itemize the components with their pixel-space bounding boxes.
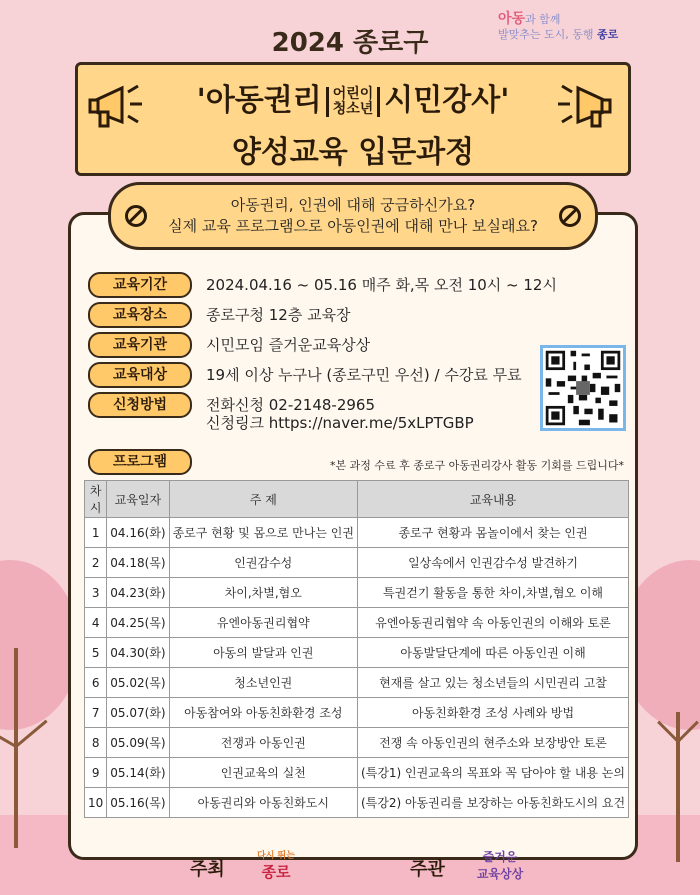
qr-code[interactable]	[540, 345, 626, 431]
bracket-top: 어린이	[332, 85, 374, 102]
host-label: 주최	[190, 859, 225, 880]
table-row	[85, 638, 629, 668]
col-header-content: 교육내용	[357, 481, 628, 518]
apply-phone: 전화신청 02-2148-2965	[206, 396, 375, 414]
organizer-logo-line1: 즐거운	[482, 850, 518, 864]
organizer-logo	[470, 848, 530, 882]
col-header-session: 차시	[85, 481, 107, 518]
date-cell: 04.16(화)	[107, 518, 169, 548]
content-cell: 유엔아동권리협약 속 아동인권의 이해와 토론	[357, 608, 628, 638]
slogan-part1: 아동	[498, 11, 526, 27]
content-cell: 전쟁 속 아동인권의 현주소와 보장방안 토론	[357, 728, 628, 758]
content-cell: (특강2) 아동권리를 보장하는 아동친화도시의 요건	[357, 788, 628, 818]
topic-cell: 차이,차별,혐오	[169, 578, 357, 608]
jongno-logo	[248, 848, 304, 882]
prohibit-icon	[125, 205, 147, 227]
table-row	[85, 578, 629, 608]
topic-cell: 유엔아동권리협약	[169, 608, 357, 638]
slogan-line2: 발맞추는 도시, 동행	[498, 28, 594, 41]
date-cell: 05.09(목)	[107, 728, 169, 758]
slogan-part2: 과 함께	[525, 13, 561, 26]
content-cell: 일상속에서 인권감수성 발견하기	[357, 548, 628, 578]
info-value: 19세 이상 누구나 (종로구민 우선) / 수강료 무료	[206, 366, 522, 384]
session-cell: 3	[85, 578, 107, 608]
table-row	[85, 788, 629, 818]
col-header-date: 교육일자	[107, 481, 169, 518]
prohibit-icon	[559, 205, 581, 227]
info-value: 시민모임 즐거운교육상상	[206, 336, 371, 354]
date-cell: 05.02(목)	[107, 668, 169, 698]
title-box	[75, 62, 631, 176]
table-row	[85, 608, 629, 638]
tree-trunk-right	[676, 712, 680, 862]
date-cell: 05.16(목)	[107, 788, 169, 818]
title-line1	[78, 75, 628, 119]
organizer-logo-line2: 교육상상	[476, 867, 524, 881]
year-heading: 2024 종로구	[271, 28, 429, 58]
session-cell: 1	[85, 518, 107, 548]
topic-cell: 아동권리와 아동친화도시	[169, 788, 357, 818]
title-line2: 양성교육 입문과정	[231, 135, 475, 170]
date-cell: 05.14(화)	[107, 758, 169, 788]
table-row	[85, 728, 629, 758]
col-header-topic: 주 제	[169, 481, 357, 518]
title-line1-after: 시민강사'	[384, 83, 510, 118]
date-cell: 04.23(화)	[107, 578, 169, 608]
content-cell: 특권걷기 활동을 통한 차이,차별,혐오 이해	[357, 578, 628, 608]
info-label: 교육기간	[88, 272, 192, 298]
content-cell: 종로구 현황과 몸놀이에서 찾는 인권	[357, 518, 628, 548]
title-line1-before: '아동권리	[196, 83, 322, 118]
topic-cell: 아동참여와 아동친화환경 조성	[169, 698, 357, 728]
session-cell: 2	[85, 548, 107, 578]
organizer-label: 주관	[410, 859, 445, 880]
date-cell: 04.30(화)	[107, 638, 169, 668]
megaphone-icon-left	[88, 82, 144, 132]
session-cell: 10	[85, 788, 107, 818]
session-cell: 8	[85, 728, 107, 758]
program-note: *본 과정 수료 후 종로구 아동권리강사 활동 기회를 드립니다*	[330, 459, 624, 472]
topic-cell: 인권교육의 실천	[169, 758, 357, 788]
megaphone-icon-right	[556, 82, 612, 132]
content-cell: 아동친화환경 조성 사례와 방법	[357, 698, 628, 728]
topic-cell: 종로구 현황 및 몸으로 만나는 인권	[169, 518, 357, 548]
banner-line1: 아동권리, 인권에 대해 궁금하신가요?	[230, 196, 476, 214]
program-label: 프로그램	[88, 449, 192, 475]
slogan-brand: 종로	[597, 28, 619, 41]
content-cell: 아동발달단계에 따른 아동인권 이해	[357, 638, 628, 668]
tree-trunk-left	[14, 648, 18, 848]
topic-cell: 청소년인권	[169, 668, 357, 698]
district-slogan	[498, 12, 688, 42]
session-cell: 5	[85, 638, 107, 668]
date-cell: 05.07(화)	[107, 698, 169, 728]
session-cell: 9	[85, 758, 107, 788]
info-label: 교육장소	[88, 302, 192, 328]
session-cell: 6	[85, 668, 107, 698]
info-label: 교육대상	[88, 362, 192, 388]
host-logo-text: 종로	[261, 863, 291, 881]
date-cell: 04.25(목)	[107, 608, 169, 638]
session-cell: 7	[85, 698, 107, 728]
banner-line2: 실제 교육 프로그램으로 아동인권에 대해 만나 보실래요?	[168, 217, 538, 235]
table-row	[85, 698, 629, 728]
table-row	[85, 758, 629, 788]
banner-text	[151, 195, 555, 237]
session-cell: 4	[85, 608, 107, 638]
info-label: 교육기관	[88, 332, 192, 358]
table-row	[85, 518, 629, 548]
bracket-bottom: 청소년	[332, 100, 374, 117]
topic-cell: 전쟁과 아동인권	[169, 728, 357, 758]
question-banner	[108, 182, 598, 250]
apply-link[interactable]: 신청링크 https://naver.me/5xLPTGBP	[206, 414, 474, 432]
host-logo-small: 다시 뛰는	[257, 851, 295, 861]
info-value: 2024.04.16 ~ 05.16 매주 화,목 오전 10시 ~ 12시	[206, 276, 557, 294]
content-cell: 현재를 살고 있는 청소년들의 시민권리 고찰	[357, 668, 628, 698]
date-cell: 04.18(목)	[107, 548, 169, 578]
info-label: 신청방법	[88, 392, 192, 418]
table-row	[85, 668, 629, 698]
topic-cell: 인권감수성	[169, 548, 357, 578]
table-header-row	[85, 481, 629, 518]
title-bracket	[326, 87, 381, 117]
program-table	[84, 480, 629, 818]
content-cell: (특강1) 인권교육의 목표와 꼭 담아야 할 내용 논의	[357, 758, 628, 788]
table-row	[85, 548, 629, 578]
topic-cell: 아동의 발달과 인권	[169, 638, 357, 668]
info-value: 종로구청 12층 교육장	[206, 306, 351, 324]
